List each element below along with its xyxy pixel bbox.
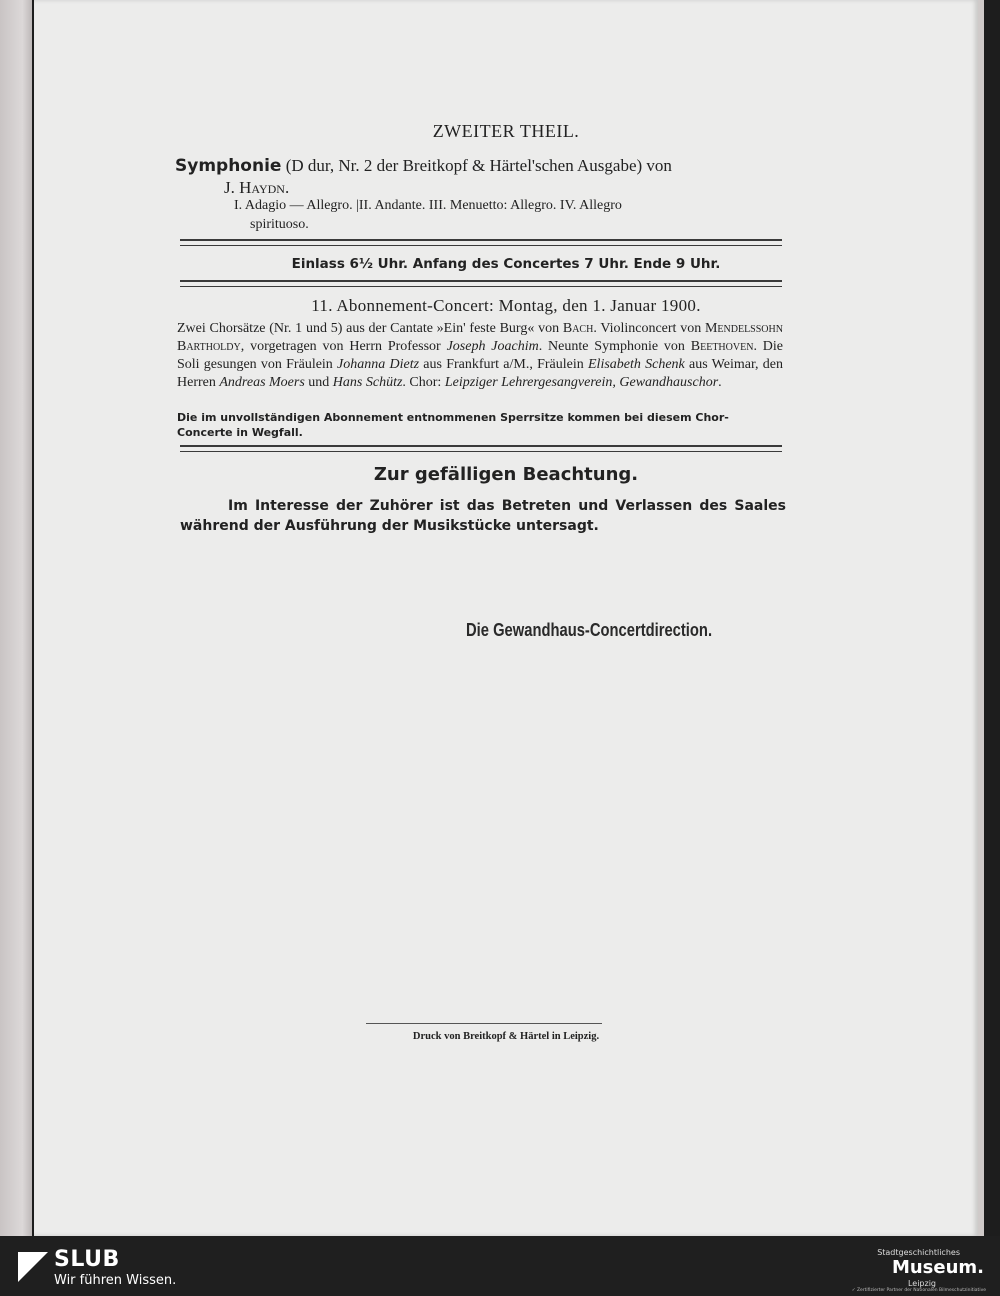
soloist-moers: Andreas Moers [219,375,305,390]
footer-bar [0,1236,1000,1296]
composer-beethoven: Beethoven [690,339,754,354]
composer-name: Haydn [239,178,285,197]
museum-city: Leipzig [907,1279,936,1288]
composer-initial: J. [224,178,240,197]
next-concert-program: Zwei Chorsätze (Nr. 1 und 5) aus der Cantate »Ein' feste Burg« von Bach. Violinconcert von Mendelssohn Bartholdy, vorgetragen von Herrn Professor Joseph Joachim. Neunte Symphonie von Beethoven. Die Soli gesungen von Fräulein Johanna Dietz aus Frankfurt a/M., Fräulein Elisabeth Schenk aus Weimar, den Herren Andreas Moers und Hans Schütz. Chor: Leipziger Lehrergesangverein, Gewandhauschor. [177,321,783,390]
slub-brand: SLUB [54,1247,120,1272]
choir-names: Leipziger Lehrergesangverein, Gewandhauschor [444,375,719,390]
double-rule [180,239,782,246]
page-edge [978,0,984,1236]
soloist-schuetz: Hans Schütz [332,375,403,390]
facing-page-edge [0,0,32,1236]
composer-mendelssohn: Mendelssohn Bartholdy [177,321,783,354]
admission-times: Einlass 6½ Uhr. Anfang des Concertes 7 Uhr. Ende 9 Uhr. [291,256,721,272]
soloist-dietz: Johanna Dietz [337,357,420,372]
signature: Die Gewandhaus-Concertdirection. [466,620,713,640]
museum-certification: ✓ Zertifizierter Partner der Nationalen Bilmeschutzinitiative [851,1288,986,1293]
double-rule [180,445,782,452]
composer-end: . [284,178,290,197]
printer-rule [366,1023,602,1024]
part-heading: ZWEITER THEIL. [432,121,580,141]
slub-tagline: Wir führen Wissen. [54,1273,177,1288]
symphony-description: (D dur, Nr. 2 der Breitkopf & Härtel'schen Ausgabe) von [281,156,672,175]
next-concert-heading: 11. Abonnement-Concert: Montag, den 1. Januar 1900. [311,296,701,315]
symphony-movements: I. Adagio — Allegro. |II. Andante. III. Menuetto: Allegro. IV. Allegro [234,198,622,213]
subscription-note: Die im unvollständigen Abonnement entnommenen Sperrsitze kommen bei diesem Chor-Concerte in Wegfall. [177,411,729,439]
notice-text: Im Interesse der Zuhörer ist das Betreten und Verlassen des Saales während der Ausführung der Musikstücke untersagt. [180,498,786,534]
museum-subtitle: Stadtgeschichtliches [877,1248,960,1257]
soloist-schenk: Elisabeth Schenk [588,357,685,372]
slub-logo-icon [18,1252,48,1282]
symphony-line [175,156,672,176]
symphony-composer [224,178,289,198]
double-rule [180,280,782,287]
notice-title: Zur gefälligen Beachtung. [373,464,639,485]
composer-bach: Bach [562,321,594,336]
document-page [34,0,978,1236]
soloist-joachim: Joseph Joachim [446,339,539,354]
symphony-movements-cont: spirituoso. [250,217,309,232]
symphony-label: Symphonie [175,156,282,176]
museum-name: Museum. [891,1257,984,1278]
printer-imprint: Druck von Breitkopf & Härtel in Leipzig. [412,1031,600,1042]
